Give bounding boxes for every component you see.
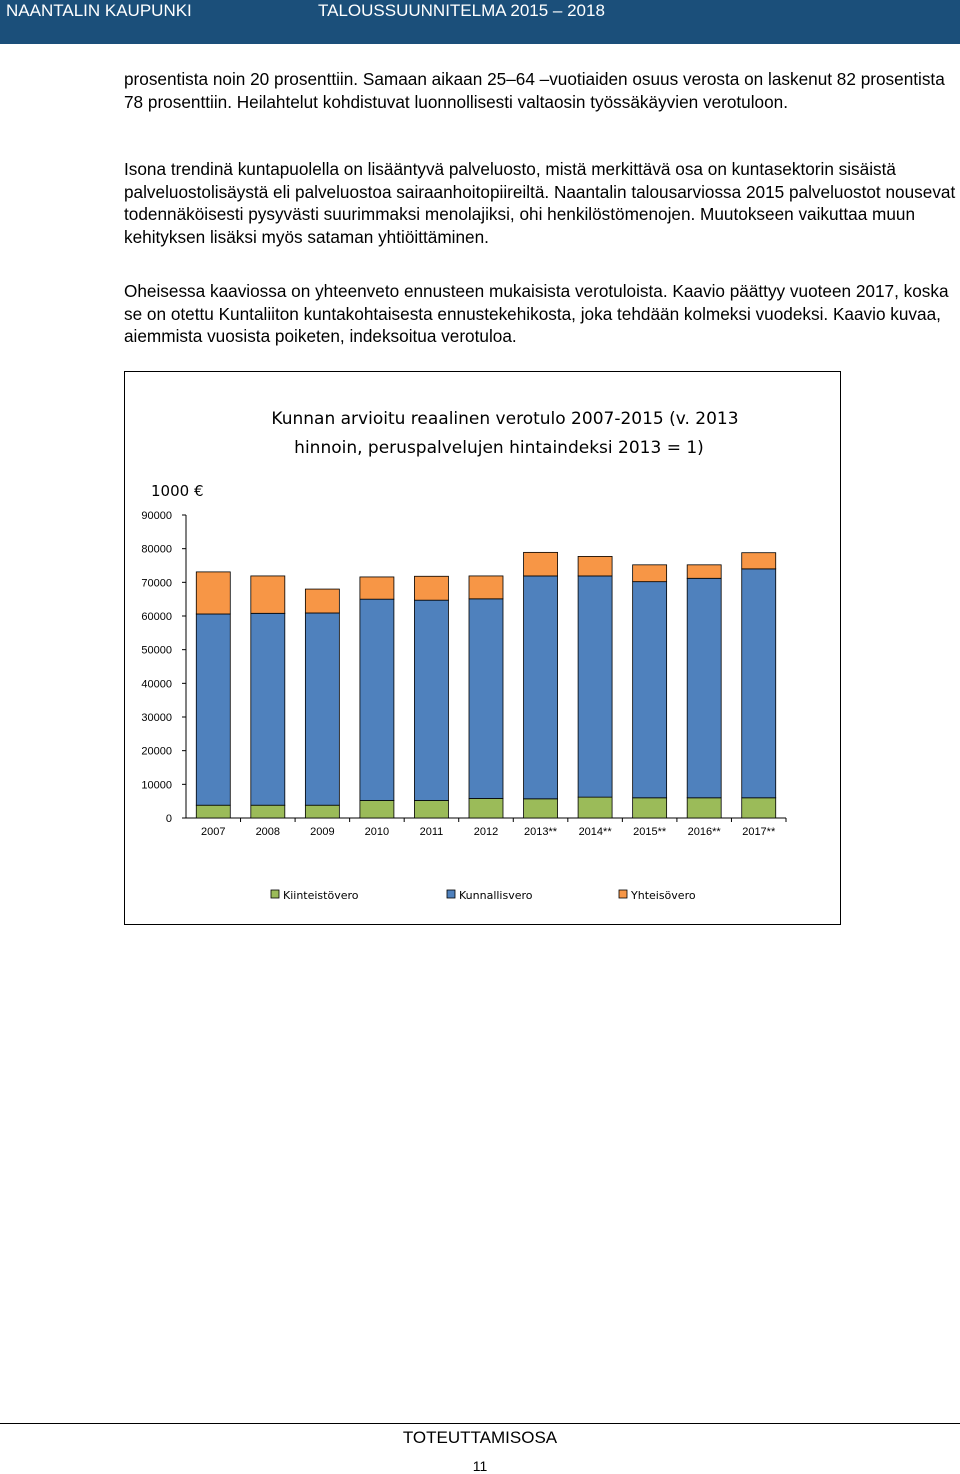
paragraph-1 [124,68,956,113]
bar-segment-kunnallisvero [578,576,612,797]
footer-section-title: TOTEUTTAMISOSA [402,1428,558,1447]
bar-segment-yhteisövero [524,552,558,576]
chart-title-line-2: hinnoin, peruspalvelujen hintaindeksi 2013 = 1) [294,438,704,458]
bar-segment-kunnallisvero [414,600,448,800]
header-document-title: TALOUSSUUNNITELMA 2015 – 2018 [318,1,605,20]
bar-segment-kunnallisvero [687,578,721,798]
bar-segment-kunnallisvero [360,599,394,800]
y-axis-unit-label: 1000 € [151,482,204,500]
bar-segment-kunnallisvero [305,613,339,805]
page-header [0,0,960,44]
y-tick-label: 80000 [141,543,172,556]
x-tick-label: 2008 [255,826,281,838]
header-organization: NAANTALIN KAUPUNKI [6,1,192,20]
y-tick-label: 50000 [141,644,172,657]
bar-segment-yhteisövero [742,553,776,569]
legend-label: Yhteisövero [631,889,696,902]
bar-segment-kiinteistövero [251,805,285,818]
paragraph-3 [124,280,956,348]
footer-divider [0,1423,960,1424]
y-tick-label: 30000 [141,712,172,724]
bar-segment-kiinteistövero [524,799,558,818]
legend-label: Kiinteistövero [283,889,359,902]
bar-segment-yhteisövero [305,589,339,613]
bar-segment-kunnallisvero [469,599,503,799]
tax-revenue-chart [125,372,842,926]
bar-segment-kunnallisvero [633,582,667,798]
bar-segment-kiinteistövero [305,805,339,818]
legend-swatch [447,890,455,898]
bar-segment-yhteisövero [414,576,448,600]
bar-segment-kunnallisvero [742,569,776,798]
y-tick-label: 10000 [141,779,172,792]
x-tick-label: 2017** [742,826,776,838]
bar-segment-kunnallisvero [524,576,558,799]
paragraph-2 [124,158,956,248]
legend-swatch [271,890,279,898]
bar-segment-yhteisövero [469,576,503,599]
x-tick-label: 2007 [201,826,226,838]
legend-label: Kunnallisvero [459,889,533,902]
x-tick-label: 2013** [524,826,558,838]
chart-title-line-1: Kunnan arvioitu reaalinen verotulo 2007-2015 (v. 2013 [271,409,739,429]
x-tick-label: 2014** [578,826,612,838]
y-tick-label: 20000 [141,745,172,758]
bar-segment-yhteisövero [251,576,285,613]
paragraph-3-text: Oheisessa kaaviossa on yhteenveto ennusteen mukaisista verotuloista. Kaavio päättyy vuoteen 2017, koska se on otettu Kuntaliiton kuntakohtaisesta ennustekehikosta, joka tehdään kolmeksi vuodeksi. Kaavio kuvaa, aiemmista vuosista poiketen, indeksoitua verotuloa. [124,281,949,346]
chart-frame [124,371,841,925]
bar-segment-yhteisövero [196,572,230,614]
paragraph-2-text: Isona trendinä kuntapuolella on lisääntyvä palveluosto, mistä merkittävä osa on kuntasektorin sisäistä palveluostolisäystä eli palveluostoa sairaanhoitopiireiltä. Naantalin talousarviossa 2015 palveluostot nousevat todennäköisesti pysyvästi suurimmaksi menolajiksi, ohi henkilöstömenojen. Muutokseen vaikuttaa muun kehityksen lisäksi myös sataman yhtiöittäminen. [124,159,956,247]
legend-swatch [619,890,627,898]
bar-segment-kiinteistövero [742,798,776,818]
y-tick-label: 60000 [141,611,172,623]
y-tick-label: 0 [165,813,172,825]
bar-segment-yhteisövero [633,565,667,582]
y-tick-label: 40000 [141,678,172,691]
plot-area [141,510,786,838]
x-tick-label: 2011 [419,826,444,838]
bar-segment-yhteisövero [578,556,612,576]
bar-segment-kiinteistövero [633,798,667,818]
bar-segment-kiinteistövero [360,800,394,818]
page-number: 11 [472,1458,488,1474]
bar-segment-kiinteistövero [578,797,612,818]
y-tick-label: 90000 [141,510,172,522]
y-tick-label: 70000 [141,577,172,590]
chart-legend [271,889,696,902]
bar-segment-yhteisövero [360,577,394,599]
bar-segment-kiinteistövero [469,798,503,818]
x-tick-label: 2009 [310,826,335,838]
bar-segment-kiinteistövero [414,800,448,818]
paragraph-1-text: prosentista noin 20 prosenttiin. Samaan aikaan 25–64 –vuotiaiden osuus verosta on laskenut 82 prosentista 78 prosenttiin. Heilahtelut kohdistuvat luonnollisesti valtaosin työssäkäyvien verotuloon. [124,69,945,112]
bar-segment-kunnallisvero [251,613,285,805]
bar-segment-kiinteistövero [687,798,721,818]
x-tick-label: 2016** [687,826,721,838]
bar-segment-yhteisövero [687,565,721,578]
bar-segment-kiinteistövero [196,805,230,818]
x-tick-label: 2012 [473,826,499,838]
x-tick-label: 2015** [633,826,667,838]
x-tick-label: 2010 [364,826,390,838]
bar-segment-kunnallisvero [196,614,230,805]
